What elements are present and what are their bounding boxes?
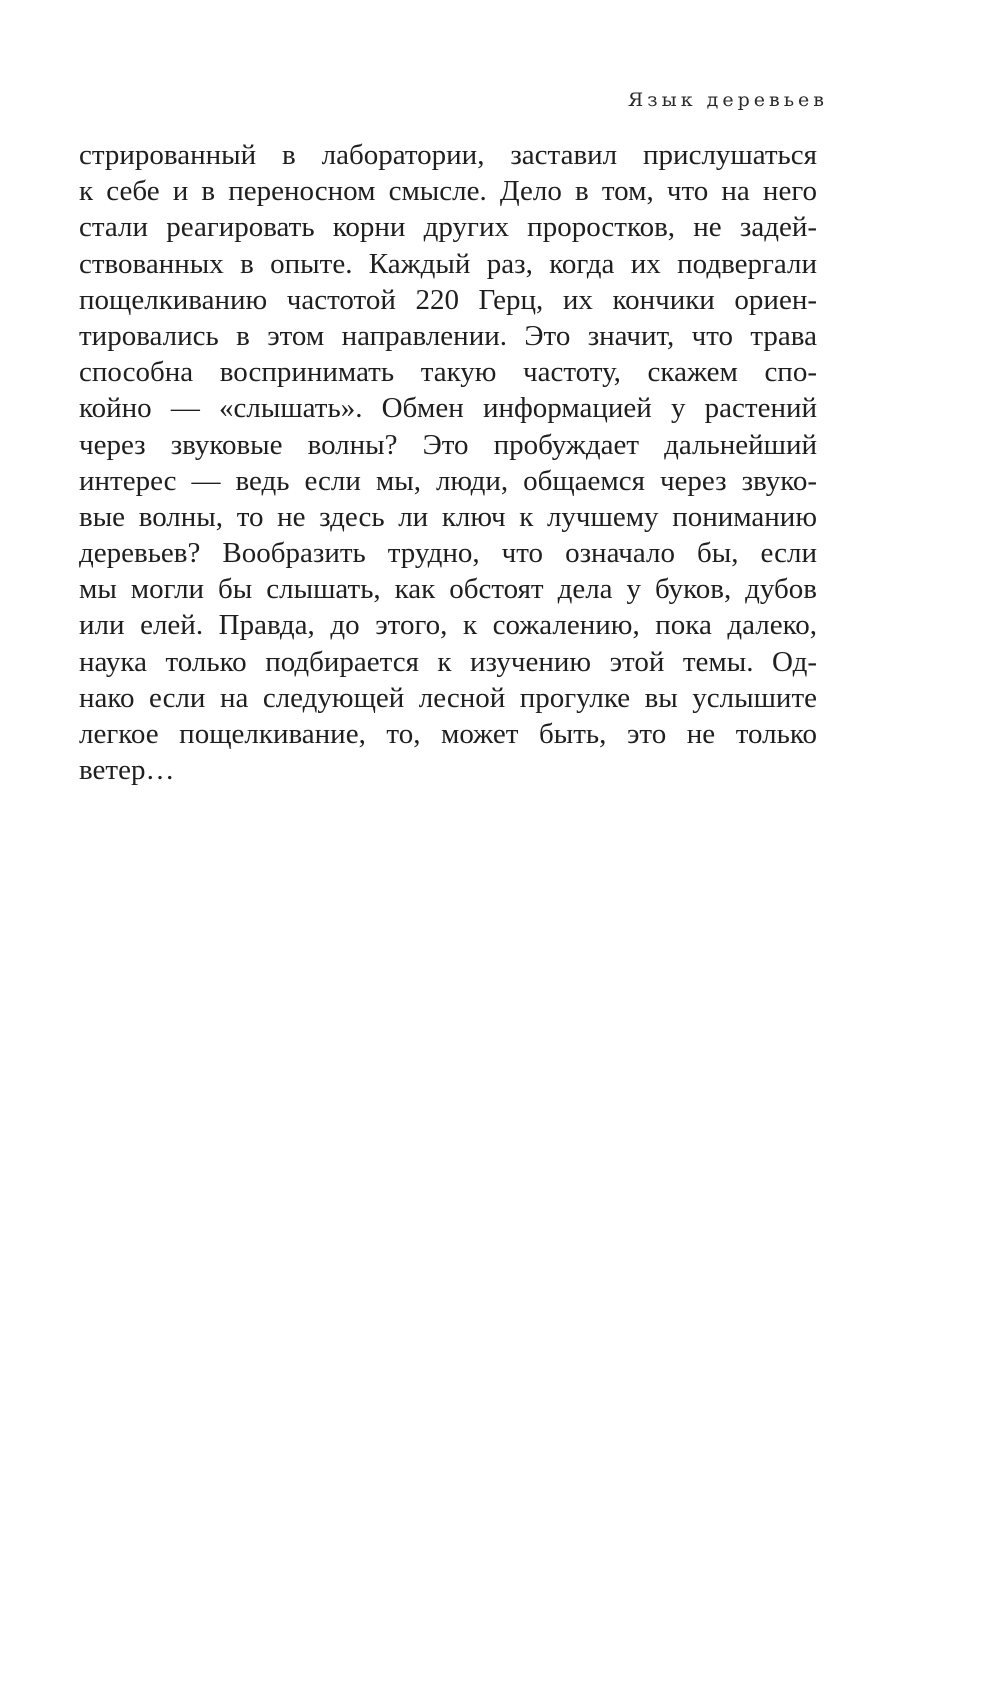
text-line: стали реагировать корни других проростков, не задей- — [79, 211, 817, 244]
text-line: пощелкиванию частотой 220 Герц, их кончики ориен- — [79, 283, 817, 316]
text-line-last: ветер… — [79, 754, 175, 787]
text-line: способна воспринимать такую частоту, скажем спо- — [79, 356, 817, 389]
text-line: интерес — ведь если мы, люди, общаемся через звуко- — [79, 464, 817, 497]
text-line: к себе и в переносном смысле. Дело в том, что на него — [79, 175, 817, 208]
text-line: или елей. Правда, до этого, к сожалению, пока далеко, — [79, 609, 817, 642]
text-line: вые волны, то не здесь ли ключ к лучшему пониманию — [79, 500, 817, 533]
text-line: койно — «слышать». Обмен информацией у растений — [79, 392, 817, 425]
body-text — [79, 137, 817, 788]
text-line: ствованных в опыте. Каждый раз, когда их подвергали — [79, 247, 817, 280]
text-line: стрированный в лаборатории, заставил прислушаться — [79, 139, 817, 171]
text-line: наука только подбирается к изучению этой темы. Од- — [79, 645, 817, 678]
text-line: тировались в этом направлении. Это значит, что трава — [79, 319, 817, 352]
text-line: легкое пощелкивание, то, может быть, это не только — [79, 718, 817, 750]
text-line: деревьев? Вообразить трудно, что означало бы, если — [79, 537, 817, 570]
text-line: нако если на следующей лесной прогулке вы услышите — [79, 681, 817, 714]
text-line: мы могли бы слышать, как обстоят дела у буков, дубов — [79, 573, 817, 606]
running-head: Язык деревьев — [627, 89, 828, 111]
text-line: через звуковые волны? Это пробуждает дальнейший — [79, 428, 817, 461]
